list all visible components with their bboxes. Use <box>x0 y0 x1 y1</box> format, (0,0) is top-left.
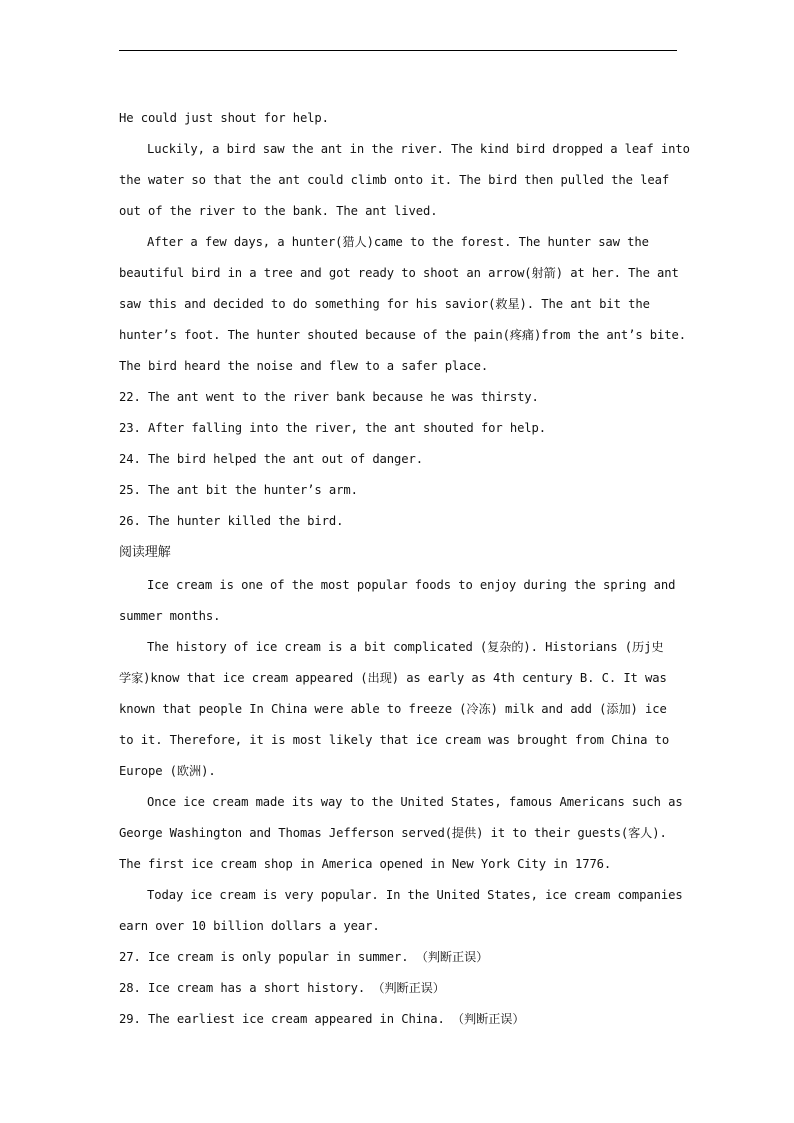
passage-line: The bird heard the noise and flew to a safer place. <box>119 359 489 373</box>
passage-line: Ice cream is one of the most popular foods to enjoy during the spring and <box>147 578 676 592</box>
question-item: 23. After falling into the river, the ant shouted for help. <box>119 421 547 435</box>
section-heading: 阅读理解 <box>119 545 171 560</box>
passage-line: out of the river to the bank. The ant lived. <box>119 204 438 218</box>
passage-line: The first ice cream shop in America opened in New York City in 1776. <box>119 857 612 871</box>
passage-line: George Washington and Thomas Jefferson served(提供) it to their guests(客人). <box>119 826 667 840</box>
passage-line: the water so that the ant could climb onto it. The bird then pulled the leaf <box>119 173 670 187</box>
passage-line: Today ice cream is very popular. In the United States, ice cream companies <box>147 888 683 902</box>
passage-line: 学家)know that ice cream appeared (出现) as early as 4th century B. C. It was <box>119 671 667 685</box>
passage-line: saw this and decided to do something for his savior(救星). The ant bit the <box>119 297 650 311</box>
passage-line: He could just shout for help. <box>119 111 329 125</box>
question-item: 29. The earliest ice cream appeared in China. （判断正误） <box>119 1012 525 1026</box>
document-body <box>119 103 690 1035</box>
question-item: 26. The hunter killed the bird. <box>119 514 344 528</box>
question-item: 25. The ant bit the hunter’s arm. <box>119 483 358 497</box>
passage-line: Luckily, a bird saw the ant in the river. The kind bird dropped a leaf into <box>147 142 690 156</box>
passage-line: hunter’s foot. The hunter shouted because of the pain(疼痛)from the ant’s bite. <box>119 328 686 342</box>
passage-line: The history of ice cream is a bit complicated (复杂的). Historians (历j史 <box>147 640 664 654</box>
question-item: 22. The ant went to the river bank because he was thirsty. <box>119 390 539 404</box>
passage-line: Europe (欧洲). <box>119 764 216 778</box>
question-item: 28. Ice cream has a short history. （判断正误） <box>119 981 445 995</box>
header-rule <box>119 50 677 51</box>
passage-line: After a few days, a hunter(猎人)came to the forest. The hunter saw the <box>147 235 649 249</box>
passage-line: beautiful bird in a tree and got ready to shoot an arrow(射箭) at her. The ant <box>119 266 679 280</box>
passage-line: Once ice cream made its way to the United States, famous Americans such as <box>147 795 683 809</box>
passage-line: to it. Therefore, it is most likely that ice cream was brought from China to <box>119 733 670 747</box>
question-item: 27. Ice cream is only popular in summer. （判断正误） <box>119 950 489 964</box>
passage-line: known that people In China were able to freeze (冷冻) milk and add (添加) ice <box>119 702 667 716</box>
passage-line: earn over 10 billion dollars a year. <box>119 919 380 933</box>
question-item: 24. The bird helped the ant out of danger. <box>119 452 423 466</box>
passage-line: summer months. <box>119 609 221 623</box>
